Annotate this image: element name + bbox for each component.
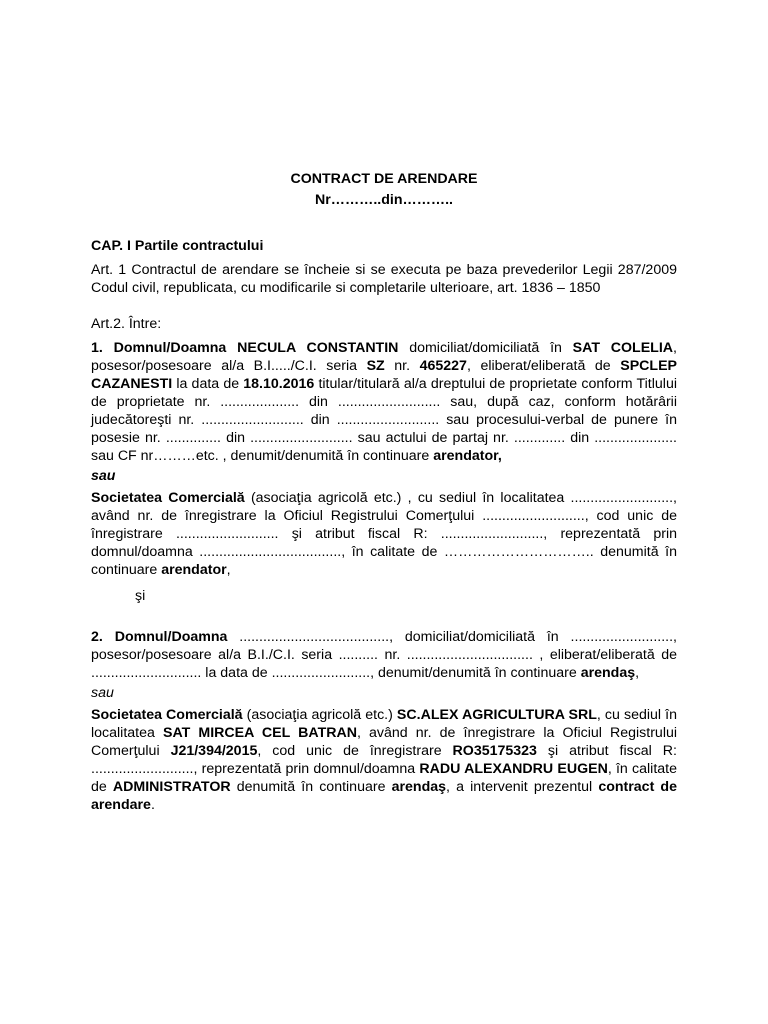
party-1-locality: SAT COLELIA [572, 340, 674, 356]
or-separator-1: sau [91, 468, 116, 484]
company-2-role: arendaş [391, 779, 447, 795]
article-2-intro: Art.2. Între: [91, 316, 162, 332]
company-2-reg-number: J21/394/2015 [170, 743, 258, 759]
party-2-lead: 2. Domnul/Doamna [91, 629, 228, 645]
company-1-label: Societatea Comercială [91, 490, 245, 506]
party-1-name: NECULA CONSTANTIN [237, 340, 399, 356]
party-1-id-number: 465227 [419, 358, 467, 374]
party-1-paragraph: 1. Domnul/Doamna NECULA CONSTANTIN domiciliat/domiciliată în SAT COLELIA, posesor/posesoare al/a B.I...../C.I. seria SZ nr. 465227, eliberat/eliberată de SPCLEP CAZANESTI la data de 18.10.2016 titular/titulară al/a dreptului de proprietate conform Titlului de proprietate nr. .................... din .......................... sau, după caz, conform hotărârii judecătoreşti nr. .......................... din .......................... sau procesului-verbal de punere în posesie nr. .............. din .......................... sau actului de partaj nr. ............. din ..................... sau CF nr………etc. , denumit/denumită în continuare arendator, [91, 340, 677, 464]
party-1-id-series: SZ [366, 358, 385, 374]
company-2-label: Societatea Comercială [91, 707, 243, 723]
article-1: Art. 1 Contractul de arendare se încheie si se executa pe baza prevederilor Legii 287/2009 Codul civil, republicata, cu modificarile si completarile ulterioare, art. 1836 – 1850 [91, 262, 677, 296]
and-separator: şi [135, 588, 146, 604]
party-1-issue-date: 18.10.2016 [243, 376, 315, 392]
company-2-representative: RADU ALEXANDRU EUGEN [419, 761, 608, 777]
contract-number-line: Nr………..din……….. [315, 192, 453, 208]
company-2-cui: RO35175323 [452, 743, 537, 759]
company-1-paragraph: Societatea Comercială (asociaţia agricolă etc.) , cu sediul în localitatea .........................., având nr. de înregistrare la Oficiul Registrului Comerţului .........................., cod unic de înregistrare .......................... şi atribut fiscal R: .........................., reprezentată prin domnul/doamna ...................................., în calitate de ………………………….. denumită în continuare arendator, [91, 490, 677, 578]
document-body [91, 170, 677, 814]
company-2-position: ADMINISTRATOR [112, 779, 231, 795]
party-2-paragraph: 2. Domnul/Doamna ......................................, domiciliat/domiciliată în .........................., posesor/posesoare al/a B.I./C.I. seria .......... nr. ................................ , eliberat/eliberată de ............................ la data de ........................., denumit/denumită în continuare arendaş, [91, 629, 677, 681]
party-1-issuer: SPCLEP CAZANESTI [91, 358, 677, 392]
company-2-paragraph: Societatea Comercială (asociaţia agricolă etc.) SC.ALEX AGRICULTURA SRL, cu sediul în localitatea SAT MIRCEA CEL BATRAN, având nr. de înregistrare la Oficiul Registrului Comerţului J21/394/2015, cod unic de înregistrare RO35175323 şi atribut fiscal R: .........................., reprezentată prin domnul/doamna RADU ALEXANDRU EUGEN, în calitate de ADMINISTRATOR denumită în continuare arendaş, a intervenit prezentul contract de arendare. [91, 707, 678, 813]
party-1-role: arendator, [433, 448, 502, 464]
or-separator-2: sau [91, 685, 114, 701]
company-2-contract: contract de arendare [91, 779, 677, 813]
company-1-role: arendator [161, 562, 227, 578]
company-2-locality: SAT MIRCEA CEL BATRAN [162, 725, 357, 741]
chapter-heading: CAP. I Partile contractului [91, 238, 264, 254]
party-2-role: arendaş [580, 665, 636, 681]
document-title: CONTRACT DE ARENDARE [290, 171, 478, 187]
company-2-name: SC.ALEX AGRICULTURA SRL [396, 707, 597, 723]
party-1-lead: 1. Domnul/Doamna [91, 340, 227, 356]
